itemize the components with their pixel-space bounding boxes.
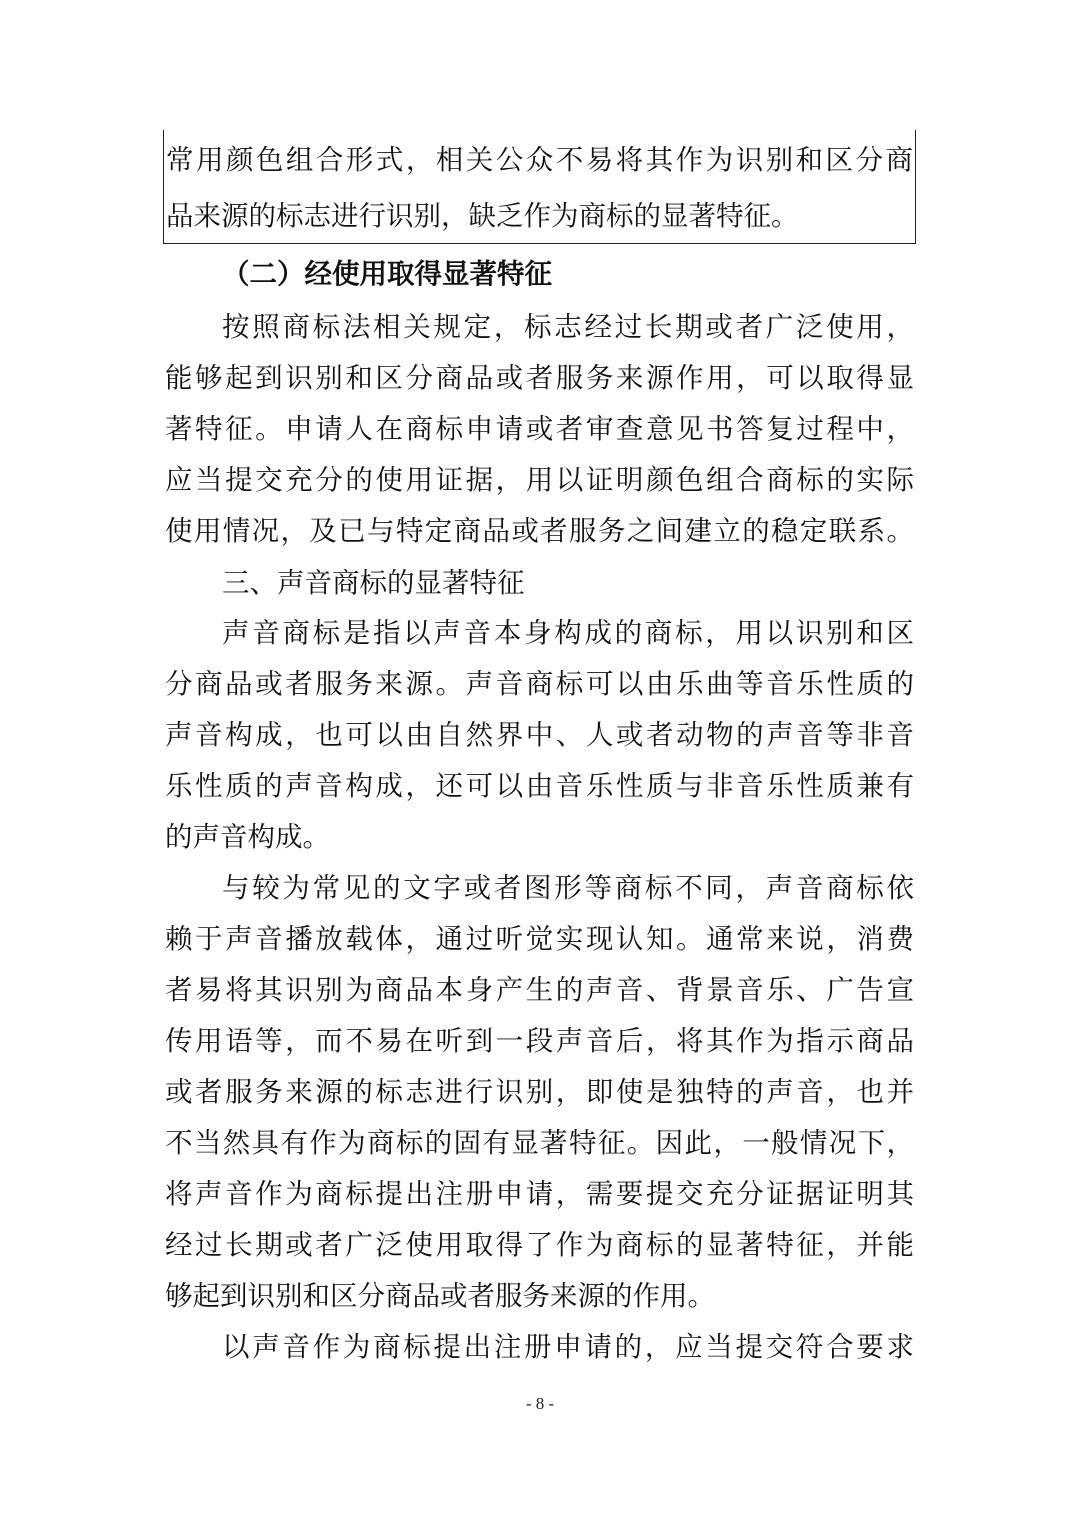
paragraph-line: 分商品或者服务来源。声音商标可以由乐曲等音乐性质的: [165, 668, 914, 700]
paragraph-line: 著特征。申请人在商标申请或者审查意见书答复过程中，: [165, 413, 914, 445]
paragraph-line: 不当然具有作为商标的固有显著特征。因此，一般情况下，: [165, 1127, 914, 1159]
paragraph-line: 应当提交充分的使用证据，用以证明颜色组合商标的实际: [165, 464, 914, 496]
paragraph-line: 的声音构成。: [165, 821, 330, 853]
paragraph-line: 乐性质的声音构成，还可以由音乐性质与非音乐性质兼有: [165, 770, 914, 802]
page-number: - 8 -: [525, 1394, 555, 1413]
paragraph-line: 声音构成，也可以由自然界中、人或者动物的声音等非音: [165, 719, 914, 751]
paragraph-line: 使用情况，及已与特定商品或者服务之间建立的稳定联系。: [165, 515, 914, 547]
paragraph-line: 赖于声音播放载体，通过听觉实现认知。通常来说，消费: [165, 923, 914, 955]
boxed-text-block: [163, 130, 916, 244]
paragraph-line: 够起到识别和区分商品或者服务来源的作用。: [165, 1280, 715, 1312]
paragraph-line: 能够起到识别和区分商品或者服务来源作用，可以取得显: [165, 362, 914, 394]
section-heading: 三、声音商标的显著特征: [222, 567, 525, 599]
paragraph-line: 经过长期或者广泛使用取得了作为商标的显著特征，并能: [165, 1229, 914, 1261]
paragraph-line: 以声音作为商标提出注册申请的，应当提交符合要求: [222, 1331, 914, 1363]
paragraph-line: 声音商标是指以声音本身构成的商标，用以识别和区: [222, 617, 914, 649]
paragraph-line: 传用语等，而不易在听到一段声音后，将其作为指示商品: [165, 1025, 914, 1057]
paragraph-line: 与较为常见的文字或者图形等商标不同，声音商标依: [222, 872, 914, 904]
box-line: 品来源的标志进行识别，缺乏作为商标的显著特征。: [166, 200, 799, 232]
paragraph-line: 将声音作为商标提出注册申请，需要提交充分证据证明其: [165, 1178, 914, 1210]
paragraph-line: 按照商标法相关规定，标志经过长期或者广泛使用，: [222, 311, 914, 343]
section-heading: （二）经使用取得显著特征: [222, 258, 552, 290]
paragraph-line: 或者服务来源的标志进行识别，即使是独特的声音，也并: [165, 1076, 914, 1108]
paragraph-line: 者易将其识别为商品本身产生的声音、背景音乐、广告宣: [165, 974, 914, 1006]
box-line: 常用颜色组合形式，相关公众不易将其作为识别和区分商: [166, 144, 913, 176]
